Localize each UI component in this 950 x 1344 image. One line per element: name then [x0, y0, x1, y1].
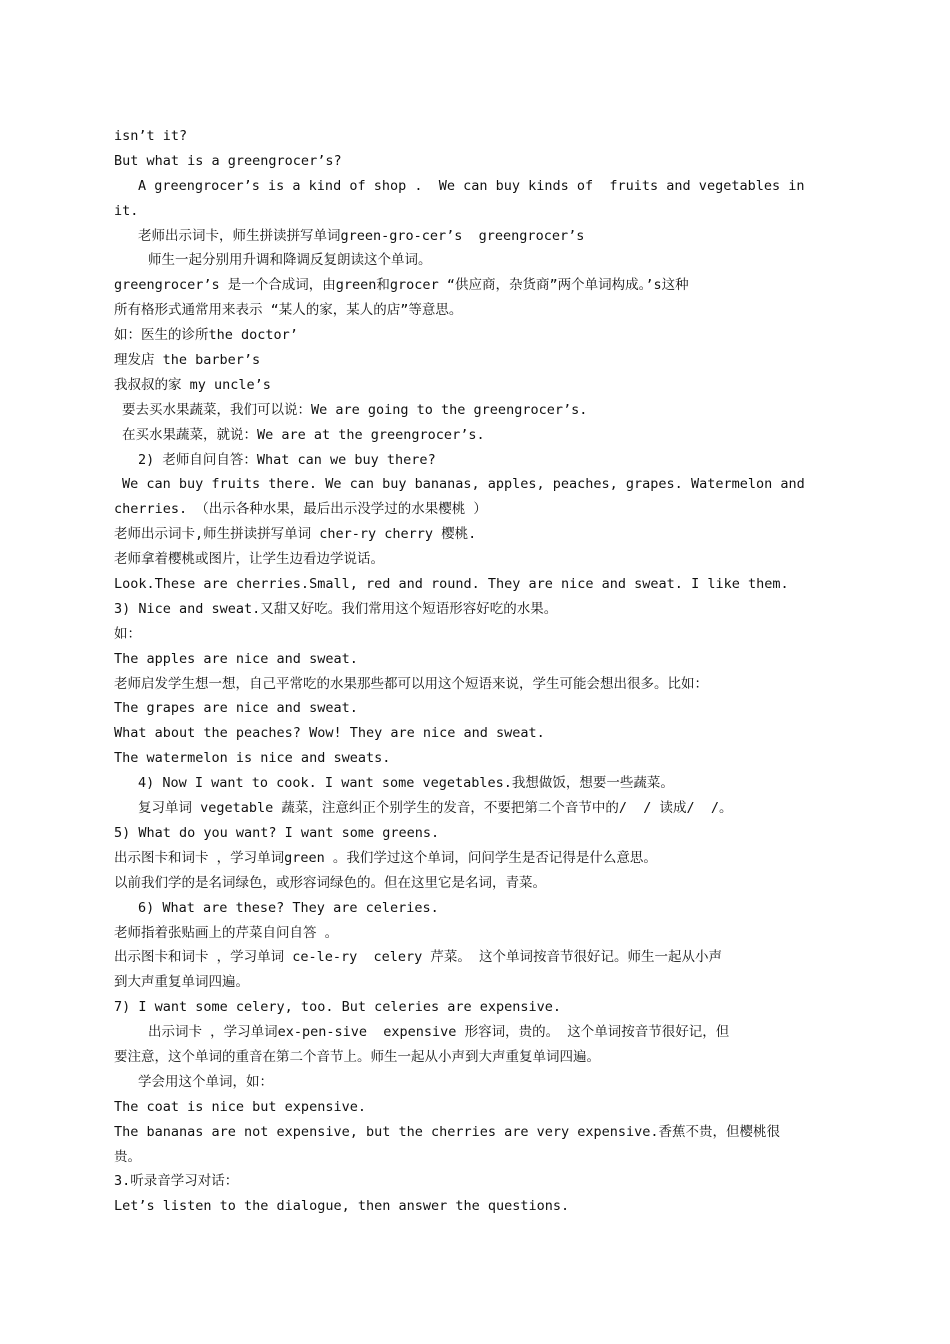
text-line: The bananas are not expensive, but the cherries are very expensive.香蕉不贵，但樱桃很: [114, 1123, 781, 1140]
text-line: 老师指着张贴画上的芹菜自问自答 。: [114, 924, 339, 941]
text-line: 我叔叔的家 my uncle’s: [114, 376, 271, 393]
text-line: The watermelon is nice and sweats.: [114, 750, 391, 767]
text-line: 6) What are these? They are celeries.: [138, 899, 439, 916]
text-line: The apples are nice and sweat.: [114, 650, 358, 667]
text-line: 要注意，这个单词的重音在第二个音节上。师生一起从小声到大声重复单词四遍。: [114, 1048, 600, 1065]
text-line: 如：医生的诊所the doctor’: [114, 327, 298, 344]
text-line: 2) 老师自问自答：What can we buy there?: [138, 451, 436, 468]
text-line: 3) Nice and sweat.又甜又好吃。我们常用这个短语形容好吃的水果。: [114, 600, 558, 617]
text-line: cherries. （出示各种水果，最后出示没学过的水果樱桃 ）: [114, 501, 487, 518]
text-line: 理发店 the barber’s: [114, 352, 261, 369]
text-line: The coat is nice but expensive.: [114, 1098, 366, 1115]
text-line: 以前我们学的是名词绿色，或形容词绿色的。但在这里它是名词，青菜。: [114, 874, 546, 891]
text-line: 5) What do you want? I want some greens.: [114, 824, 440, 841]
text-line: 老师出示词卡,师生拼读拼写单词 cher-ry cherry 樱桃.: [114, 526, 477, 543]
text-line: 如：: [114, 625, 141, 642]
text-line: 贵。: [114, 1148, 141, 1165]
text-line: 复习单词 vegetable 蔬菜，注意纠正个别学生的发音，不要把第二个音节中的/ / 读成/ /。: [138, 800, 733, 817]
text-line: Look.These are cherries.Small, red and round. They are nice and sweat. I like them.: [114, 576, 789, 593]
text-line: 在买水果蔬菜，就说：We are at the greengrocer’s.: [122, 426, 485, 443]
text-line: We can buy fruits there. We can buy bananas, apples, peaches, grapes. Watermelon and: [122, 476, 805, 493]
text-line: 7) I want some celery, too. But celeries are expensive.: [114, 999, 562, 1016]
text-line: What about the peaches? Wow! They are nice and sweat.: [114, 725, 545, 742]
text-line: 出示图卡和词卡 ，学习单词 ce-le-ry celery 芹菜。 这个单词按音节很好记。师生一起从小声: [114, 949, 723, 966]
text-line: greengrocer’s 是一个合成词，由green和grocer “供应商，杂货商”两个单词构成。’s这种: [114, 277, 689, 294]
text-line: 出示词卡 ，学习单词ex-pen-sive expensive 形容词，贵的。 这个单词按音节很好记，但: [148, 1024, 730, 1041]
text-line: 老师出示词卡，师生拼读拼写单词green-gro-cer’s greengrocer’s: [138, 227, 585, 244]
text-line: 要去买水果蔬菜，我们可以说：We are going to the greengrocer’s.: [122, 401, 588, 418]
text-line: 老师启发学生想一想，自己平常吃的水果那些都可以用这个短语来说，学生可能会想出很多。比如：: [114, 675, 708, 692]
text-line: it.: [114, 202, 139, 219]
text-line: 4) Now I want to cook. I want some vegetables.我想做饭，想要一些蔬菜。: [138, 775, 674, 792]
text-line: 师生一起分别用升调和降调反复朗读这个单词。: [148, 252, 432, 269]
text-line: isn’t it?: [114, 128, 188, 144]
text-line: The grapes are nice and sweat.: [114, 700, 358, 717]
text-line: Let’s listen to the dialogue, then answer the questions.: [114, 1198, 570, 1215]
text-line: 3.听录音学习对话：: [114, 1173, 239, 1190]
text-line: 学会用这个单词，如：: [138, 1073, 273, 1090]
text-line: A greengrocer’s is a kind of shop . We can buy kinds of fruits and vegetables in: [138, 177, 805, 194]
text-line: 所有格形式通常用来表示 “某人的家，某人的店”等意思。: [114, 302, 463, 319]
text-line: 到大声重复单词四遍。: [114, 974, 249, 991]
document-body: [114, 124, 838, 1219]
text-line: 出示图卡和词卡 ，学习单词green 。我们学过这个单词，问问学生是否记得是什么意思。: [114, 849, 657, 866]
text-line: But what is a greengrocer’s?: [114, 152, 342, 169]
text-line: 老师拿着樱桃或图片，让学生边看边学说话。: [114, 551, 384, 568]
